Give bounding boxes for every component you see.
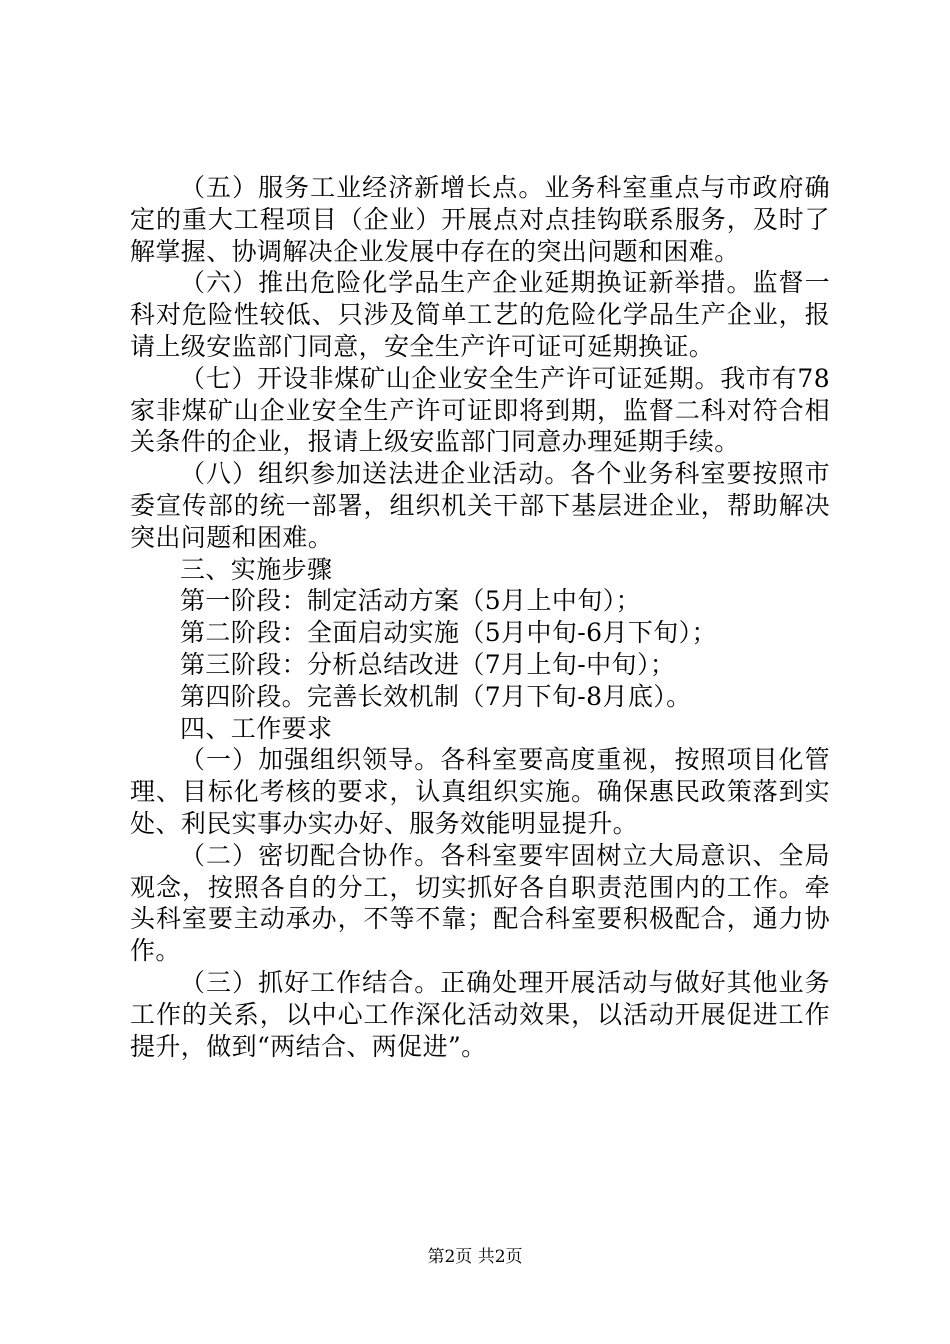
paragraph-5: （五）服务工业经济新增长点。业务科室重点与市政府确定的重大工程项目（企业）开展点对点挂钩联系服务，及时了解掌握、协调解决企业发展中存在的突出问题和困难。 <box>130 173 830 266</box>
section-heading-requirements: 四、工作要求 <box>180 713 333 743</box>
paragraph-8: （八）组织参加送法进企业活动。各个业务科室要按照市委宣传部的统一部署，组织机关干部下基层进企业，帮助解决突出问题和困难。 <box>130 459 830 552</box>
paragraph-7: （七）开设非煤矿山企业安全生产许可证延期。我市有78家非煤矿山企业安全生产许可证即将到期，监督二科对符合相关条件的企业，报请上级安监部门同意办理延期手续。 <box>130 363 830 457</box>
step-3: 第三阶段：分析总结改进（7月上旬-中旬）； <box>180 649 676 679</box>
page-number-footer: 第2页 共2页 <box>427 1247 523 1267</box>
step-2: 第二阶段：全面启动实施（5月中旬-6月下旬）； <box>180 618 717 648</box>
requirement-2: （二）密切配合协作。各科室要牢固树立大局意识、全局观念，按照各自的分工，切实抓好各自职责范围内的工作。牵头科室要主动承办，不等不靠；配合科室要积极配合，通力协作。 <box>130 840 830 966</box>
paragraph-6: （六）推出危险化学品生产企业延期换证新举措。监督一科对危险性较低、只涉及简单工艺的危险化学品生产企业，报请上级安监部门同意，安全生产许可证可延期换证。 <box>130 268 830 361</box>
requirement-1: （一）加强组织领导。各科室要高度重视，按照项目化管理、目标化考核的要求，认真组织实施。确保惠民政策落到实处、利民实事办实办好、服务效能明显提升。 <box>130 745 830 838</box>
section-heading-steps: 三、实施步骤 <box>180 554 333 584</box>
step-4: 第四阶段。完善长效机制（7月下旬-8月底）。 <box>180 681 692 711</box>
requirement-3: （三）抓好工作结合。正确处理开展活动与做好其他业务工作的关系，以中心工作深化活动效果，以活动开展促进工作提升，做到“两结合、两促进”。 <box>130 967 830 1061</box>
step-1: 第一阶段：制定活动方案（5月上中旬）； <box>180 586 642 616</box>
document-body <box>130 172 830 1062</box>
